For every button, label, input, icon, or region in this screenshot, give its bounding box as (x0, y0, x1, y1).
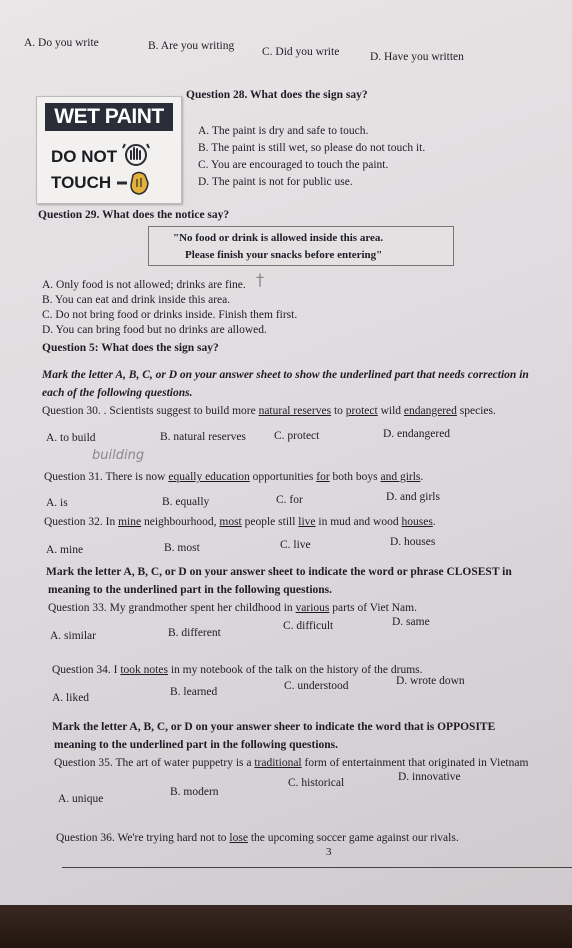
q32-text-2: neighbourhood, (141, 516, 220, 528)
question-32 (44, 515, 436, 529)
q36-underline-1: lose (229, 832, 248, 844)
wet-paint-sign (36, 96, 182, 204)
q34-option-c: C. understood (284, 680, 349, 692)
q28-option-c: C. You are encouraged to touch the paint. (198, 159, 389, 171)
question-33 (48, 601, 417, 615)
q31-text-4: . (420, 471, 424, 483)
q32-underline-3: live (298, 516, 316, 528)
question-5: Question 5: What does the sign say? (42, 342, 219, 354)
q31-underline-2: for (316, 471, 330, 483)
q34-option-d: D. wrote down (396, 675, 465, 687)
page-number: 3 (326, 846, 332, 858)
top-option-c: C. Did you write (262, 46, 340, 58)
q31-option-b: B. equally (162, 496, 210, 508)
q29-option-c: C. Do not bring food or drinks inside. Finish them first. (42, 309, 298, 321)
q34-option-a: A. liked (52, 692, 90, 704)
q31-option-d: D. and girls (386, 491, 440, 503)
q30-option-b: B. natural reserves (160, 431, 246, 443)
q31-text-2: opportunities (249, 471, 317, 483)
q31-option-c: C. for (276, 494, 303, 506)
q34-underline-1: took notes (120, 664, 168, 676)
notice-box (148, 226, 454, 266)
handwritten-note: building (92, 448, 145, 463)
q32-option-d: D. houses (390, 536, 436, 548)
q33-text-2: parts of Viet Nam. (329, 602, 417, 614)
q29-option-b: B. You can eat and drink inside this area. (42, 294, 231, 306)
q30-text-2: to (331, 405, 346, 417)
pen-mark: † (256, 270, 264, 289)
top-option-b: B. Are you writing (148, 40, 235, 52)
question-28: Question 28. What does the sign say? (186, 89, 368, 101)
q31-underline-1: equally education (168, 471, 250, 483)
q34-text-1: Question 34. I (52, 664, 121, 676)
q32-option-b: B. most (164, 542, 200, 554)
q29-option-a: A. Only food is not allowed; drinks are fine. (42, 279, 246, 291)
notice-line-2: Please finish your snacks before entering" (185, 249, 383, 261)
question-34 (52, 663, 423, 677)
sign-line-touch: TOUCH (51, 173, 112, 192)
q35-option-d: D. innovative (398, 771, 461, 783)
q35-underline-1: traditional (254, 757, 302, 769)
q36-text-1: Question 36. We're trying hard not to (56, 832, 230, 844)
touching-hand-icon (115, 169, 157, 197)
instruction-error-line-2: each of the following questions. (42, 387, 193, 399)
q31-text-3: both boys (329, 471, 381, 483)
top-option-d: D. Have you written (370, 51, 464, 63)
q30-text-1: Question 30. . Scientists suggest to build more (42, 405, 259, 417)
q32-underline-2: most (219, 516, 242, 528)
q32-text-3: people still (241, 516, 299, 528)
q30-underline-3: endangered (403, 405, 457, 417)
q35-option-a: A. unique (58, 793, 104, 805)
q32-text-4: in mud and wood (315, 516, 402, 528)
prohibition-hand-icon (121, 141, 151, 167)
q33-text-1: Question 33. My grandmother spent her childhood in (48, 602, 296, 614)
footer-rule (62, 867, 572, 868)
notice-line-1: "No food or drink is allowed inside this area. (173, 232, 384, 244)
question-29: Question 29. What does the notice say? (38, 209, 230, 221)
instruction-closest-line-2: meaning to the underlined part in the following questions. (48, 584, 333, 596)
question-36 (56, 831, 459, 845)
q32-option-a: A. mine (46, 544, 84, 556)
q35-option-b: B. modern (170, 786, 219, 798)
q28-option-d: D. The paint is not for public use. (198, 176, 353, 188)
q33-underline-1: various (295, 602, 330, 614)
q34-option-b: B. learned (170, 686, 218, 698)
q33-option-c: C. difficult (283, 620, 334, 632)
table-surface (0, 905, 572, 948)
q30-option-a: A. to build (46, 432, 96, 444)
q33-option-b: B. different (168, 627, 221, 639)
q31-option-a: A. is (46, 497, 68, 509)
q36-text-2: the upcoming soccer game against our rivals. (247, 832, 459, 844)
q35-text-1: Question 35. The art of water puppetry is a (54, 757, 255, 769)
q32-option-c: C. live (280, 539, 311, 551)
q30-option-d: D. endangered (383, 428, 451, 440)
q30-text-3: wild (377, 405, 404, 417)
q29-option-d: D. You can bring food but no drinks are allowed. (42, 324, 267, 336)
instruction-error-line-1: Mark the letter A, B, C, or D on your answer sheet to show the underlined part that needs correction in (42, 369, 529, 381)
q35-text-2: form of entertainment that originated in Vietnam (301, 757, 529, 769)
top-option-a: A. Do you write (24, 37, 99, 49)
q33-option-a: A. similar (50, 630, 96, 642)
q30-option-c: C. protect (274, 430, 320, 442)
q34-text-2: in my notebook of the talk on the history of the drums. (167, 664, 423, 676)
instruction-opposite-line-1: Mark the letter A, B, C, or D on your answer sheer to indicate the word that is OPPOSITE (52, 721, 496, 733)
q32-underline-1: mine (118, 516, 142, 528)
q28-option-b: B. The paint is still wet, so please do not touch it. (198, 142, 426, 154)
q32-underline-4: houses (401, 516, 433, 528)
q31-text-1: Question 31. There is now (44, 471, 169, 483)
sign-line-do-not: DO NOT (51, 147, 118, 166)
sign-title: WET PAINT (45, 103, 173, 131)
question-31 (44, 470, 423, 484)
q35-option-c: C. historical (288, 777, 345, 789)
instruction-closest-line-1: Mark the letter A, B, C, or D on your answer sheet to indicate the word or phrase CLOSEST in (46, 566, 512, 578)
question-35 (54, 756, 528, 770)
q32-text-5: . (432, 516, 436, 528)
q28-option-a: A. The paint is dry and safe to touch. (198, 125, 369, 137)
instruction-opposite-line-2: meaning to the underlined part in the following questions. (54, 739, 339, 751)
q30-underline-2: protect (345, 405, 378, 417)
question-30 (42, 404, 496, 418)
q30-text-4: species. (456, 405, 496, 417)
q33-option-d: D. same (392, 616, 430, 628)
q30-underline-1: natural reserves (258, 405, 332, 417)
q31-underline-3: and girls (380, 471, 421, 483)
q32-text-1: Question 32. In (44, 516, 119, 528)
